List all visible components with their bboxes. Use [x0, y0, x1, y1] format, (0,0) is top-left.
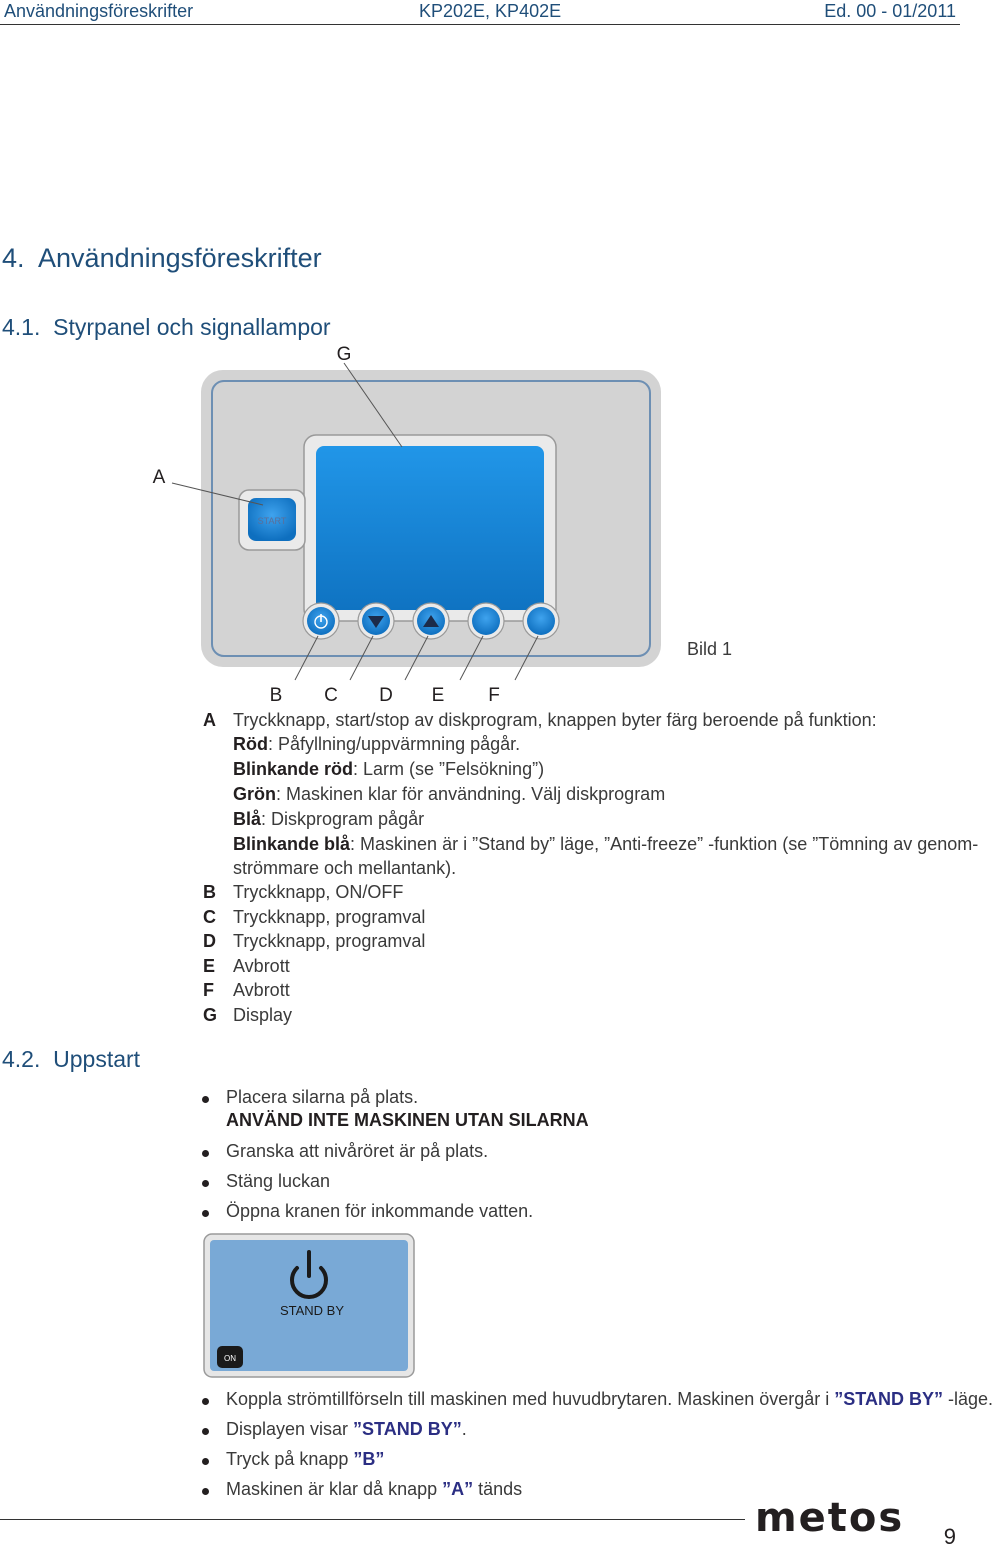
standby-display-figure — [200, 1230, 420, 1380]
chapter-heading: 4. Användningsföreskrifter — [2, 243, 322, 273]
bullet-icon — [202, 1488, 209, 1495]
bullet-icon — [202, 1458, 209, 1465]
section-heading-4-2: 4.2. Uppstart — [2, 1046, 141, 1072]
callout-b: B — [269, 685, 283, 706]
bullet-icon — [202, 1150, 209, 1157]
page-header — [0, 0, 960, 24]
header-model: KP202E, KP402E — [419, 1, 562, 21]
header-rule — [0, 24, 960, 25]
header-edition: Ed. 00 - 01/2011 — [824, 1, 956, 21]
header-title: Användningsföreskrifter — [4, 1, 194, 21]
page-number: 9 — [943, 1524, 956, 1549]
bullet-icon — [202, 1096, 209, 1103]
bullet-icon — [202, 1180, 209, 1187]
start-button-label: START — [257, 516, 287, 526]
callout-f: F — [488, 685, 500, 706]
on-label: ON — [224, 1354, 236, 1363]
display-screen — [316, 446, 544, 610]
figure-caption: Bild 1 — [687, 639, 733, 659]
section-heading-4-1: 4.1. Styrpanel och signallampor — [2, 314, 331, 340]
callout-e: E — [431, 685, 445, 706]
up-button — [413, 603, 449, 639]
warning-text: ANVÄND INTE MASKINEN UTAN SILARNA — [226, 1110, 589, 1130]
down-button — [358, 603, 394, 639]
power-button — [303, 603, 339, 639]
bullet-icon — [202, 1210, 209, 1217]
footer-rule — [0, 1519, 745, 1520]
callout-d: D — [379, 685, 393, 706]
metos-logo: metos — [755, 1495, 905, 1541]
blank-button-e — [468, 603, 504, 639]
bullet-icon — [202, 1398, 209, 1405]
control-panel-figure — [0, 340, 960, 710]
standby-label: STAND BY — [279, 1303, 345, 1318]
callout-g: G — [336, 344, 352, 365]
blank-button-f — [523, 603, 559, 639]
callout-c: C — [324, 685, 338, 706]
callout-a: A — [152, 467, 166, 488]
bullet-icon — [202, 1428, 209, 1435]
